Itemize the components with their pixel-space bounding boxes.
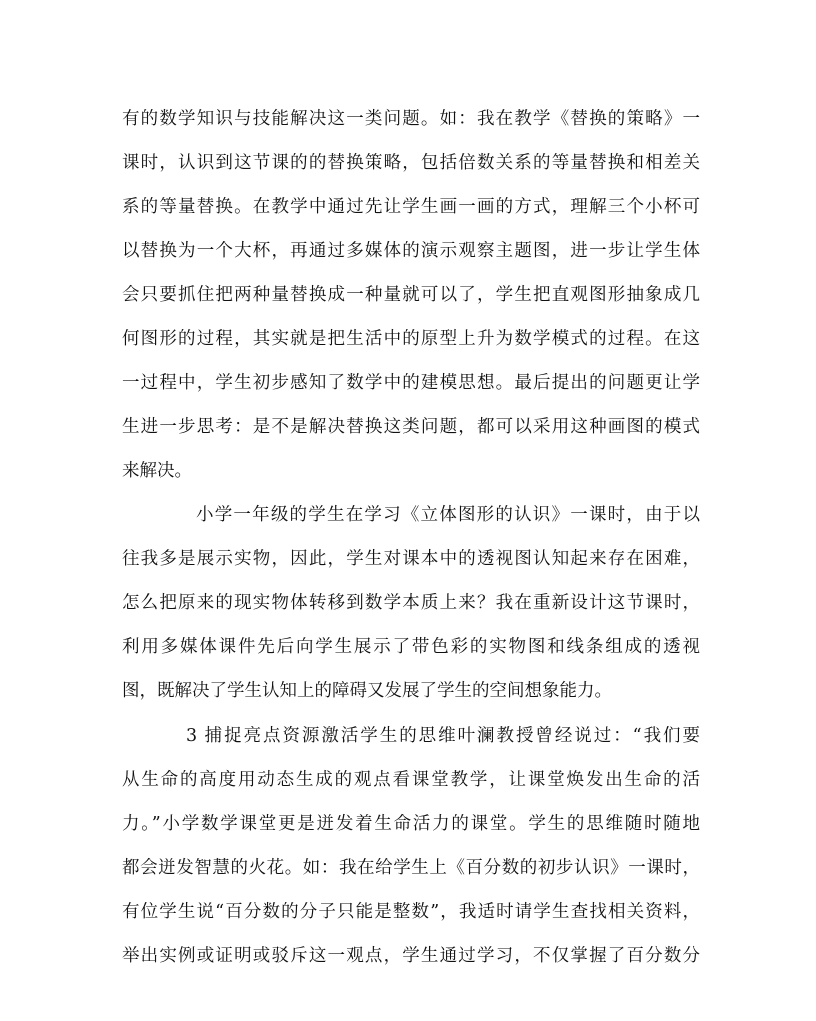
text-line: 利用多媒体课件先后向学生展示了带色彩的实物图和线条组成的透视 <box>122 637 700 657</box>
text-line: 会只要抓住把两种量替换成一种量就可以了，学生把直观图形抽象成几 <box>122 285 700 305</box>
text-line: 小学一年级的学生在学习《立体图形的认识》一课时，由于以 <box>196 505 700 525</box>
text-line: 怎么把原来的现实物体转移到数学本质上来？我在重新设计这节课时， <box>122 593 700 613</box>
text-line: 何图形的过程，其实就是把生活中的原型上升为数学模式的过程。在这 <box>122 329 700 349</box>
text-line: 生进一步思考：是不是解决替换这类问题，都可以采用这种画图的模式 <box>122 417 700 437</box>
text-line: 3 捕捉亮点资源激活学生的思维叶澜教授曾经说过：“我们要 <box>186 726 700 746</box>
text-line: 从生命的高度用动态生成的观点看课堂教学，让课堂焕发出生命的活 <box>122 770 700 790</box>
text-line: 有的数学知识与技能解决这一类问题。如：我在教学《替换的策略》一 <box>122 109 700 129</box>
text-line: 来解决。 <box>122 461 192 481</box>
text-line: 举出实例或证明或驳斥这一观点，学生通过学习，不仅掌握了百分数分 <box>122 946 700 966</box>
text-line: 都会迸发智慧的火花。如：我在给学生上《百分数的初步认识》一课时， <box>122 858 700 878</box>
text-line: 系的等量替换。在教学中通过先让学生画一画的方式，理解三个小杯可 <box>122 197 700 217</box>
text-line: 往我多是展示实物，因此，学生对课本中的透视图认知起来存在困难， <box>122 549 700 569</box>
text-line: 力。”小学数学课堂更是迸发着生命活力的课堂。学生的思维随时随地 <box>122 814 700 834</box>
text-line: 以替换为一个大杯，再通过多媒体的演示观察主题图，进一步让学生体 <box>122 241 700 261</box>
text-line: 图，既解决了学生认知上的障碍又发展了学生的空间想象能力。 <box>122 681 612 701</box>
text-line: 课时，认识到这节课的的替换策略，包括倍数关系的等量替换和相差关 <box>122 153 700 173</box>
text-line: 有位学生说“百分数的分子只能是整数”，我适时请学生查找相关资料， <box>122 902 700 922</box>
text-line: 一过程中，学生初步感知了数学中的建模思想。最后提出的问题更让学 <box>122 373 700 393</box>
